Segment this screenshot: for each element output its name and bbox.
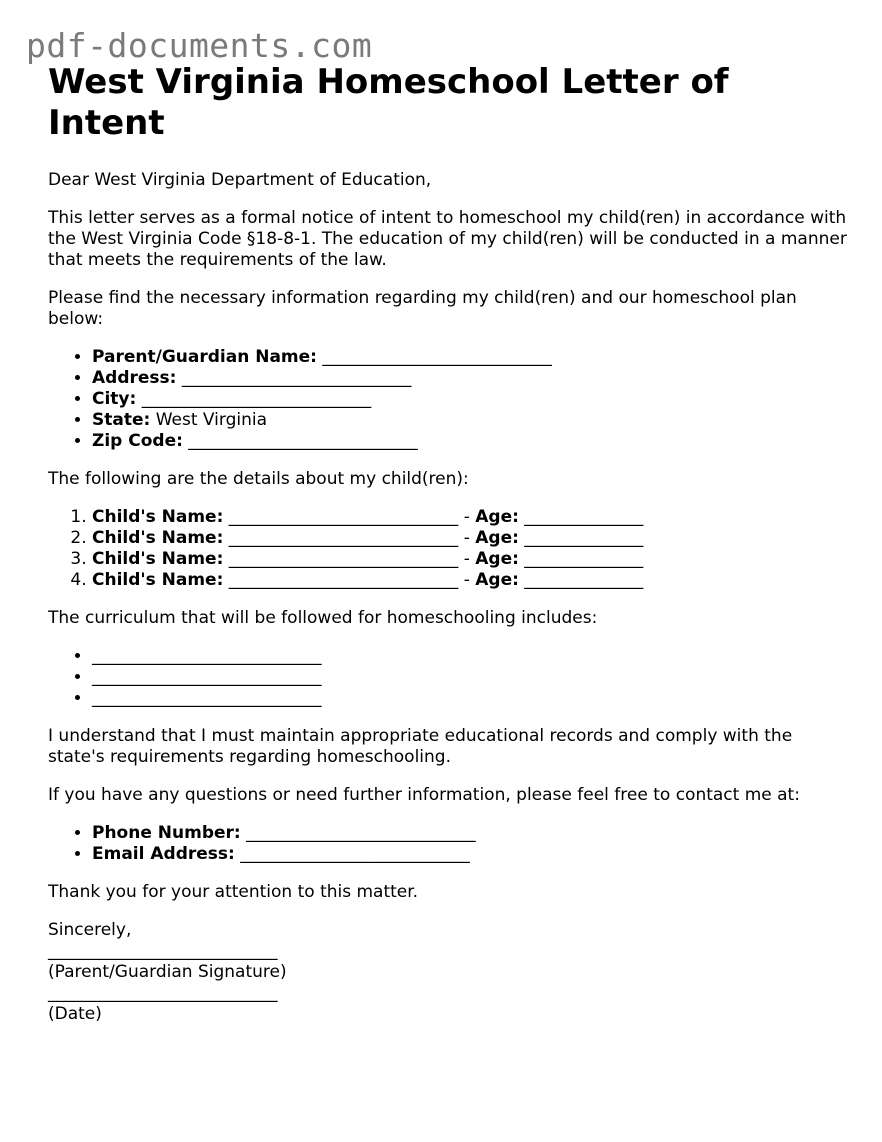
watermark: pdf-documents.com <box>26 26 373 65</box>
parent-info-item: • Parent/Guardian Name: ___________________________ <box>92 347 848 368</box>
contact-intro-paragraph: If you have any questions or need further information, please feel free to contact me at: <box>48 785 800 805</box>
page-title: West Virginia Homeschool Letter of Intent <box>48 62 729 143</box>
intro-paragraph: This letter serves as a formal notice of intent to homeschool my child(ren) in accordance with the West Virginia Code §18-8-1. The education of my child(ren) will be conducted in a manner that meets the requirements of the law. <box>48 208 847 270</box>
curriculum-list <box>48 646 848 709</box>
contact-info-item: • Phone Number: ___________________________ <box>92 823 848 844</box>
parent-info-list <box>48 347 848 452</box>
salutation: Dear West Virginia Department of Education, <box>48 170 432 190</box>
info-intro-paragraph: Please find the necessary information regarding my child(ren) and our homeschool plan below: <box>48 288 797 329</box>
date-line: ___________________________ <box>48 983 278 1003</box>
children-list <box>48 507 848 591</box>
thanks-paragraph: Thank you for your attention to this matter. <box>48 882 419 902</box>
signature-block <box>48 941 848 1025</box>
children-intro-paragraph: The following are the details about my child(ren): <box>48 469 469 489</box>
curriculum-item: • ___________________________ <box>92 688 848 709</box>
contact-info-list <box>48 823 848 865</box>
child-item: 3. Child's Name: ___________________________ - Age: ______________ <box>92 549 848 570</box>
curriculum-intro-paragraph: The curriculum that will be followed for homeschooling includes: <box>48 608 598 628</box>
curriculum-item: • ___________________________ <box>92 646 848 667</box>
letter-document <box>48 62 848 1025</box>
date-caption: (Date) <box>48 1004 102 1024</box>
signature-caption: (Parent/Guardian Signature) <box>48 962 287 982</box>
parent-info-item: • Zip Code: ___________________________ <box>92 431 848 452</box>
child-item: 2. Child's Name: ___________________________ - Age: ______________ <box>92 528 848 549</box>
parent-info-item: • City: ___________________________ <box>92 389 848 410</box>
child-item: 4. Child's Name: ___________________________ - Age: ______________ <box>92 570 848 591</box>
curriculum-item: • ___________________________ <box>92 667 848 688</box>
signature-line: ___________________________ <box>48 941 278 961</box>
records-statement: I understand that I must maintain appropriate educational records and comply with the state's requirements regarding homeschooling. <box>48 726 793 767</box>
parent-info-item: • Address: ___________________________ <box>92 368 848 389</box>
child-item: 1. Child's Name: ___________________________ - Age: ______________ <box>92 507 848 528</box>
parent-info-item: • State: West Virginia <box>92 410 848 431</box>
contact-info-item: • Email Address: ___________________________ <box>92 844 848 865</box>
closing: Sincerely, <box>48 920 132 940</box>
